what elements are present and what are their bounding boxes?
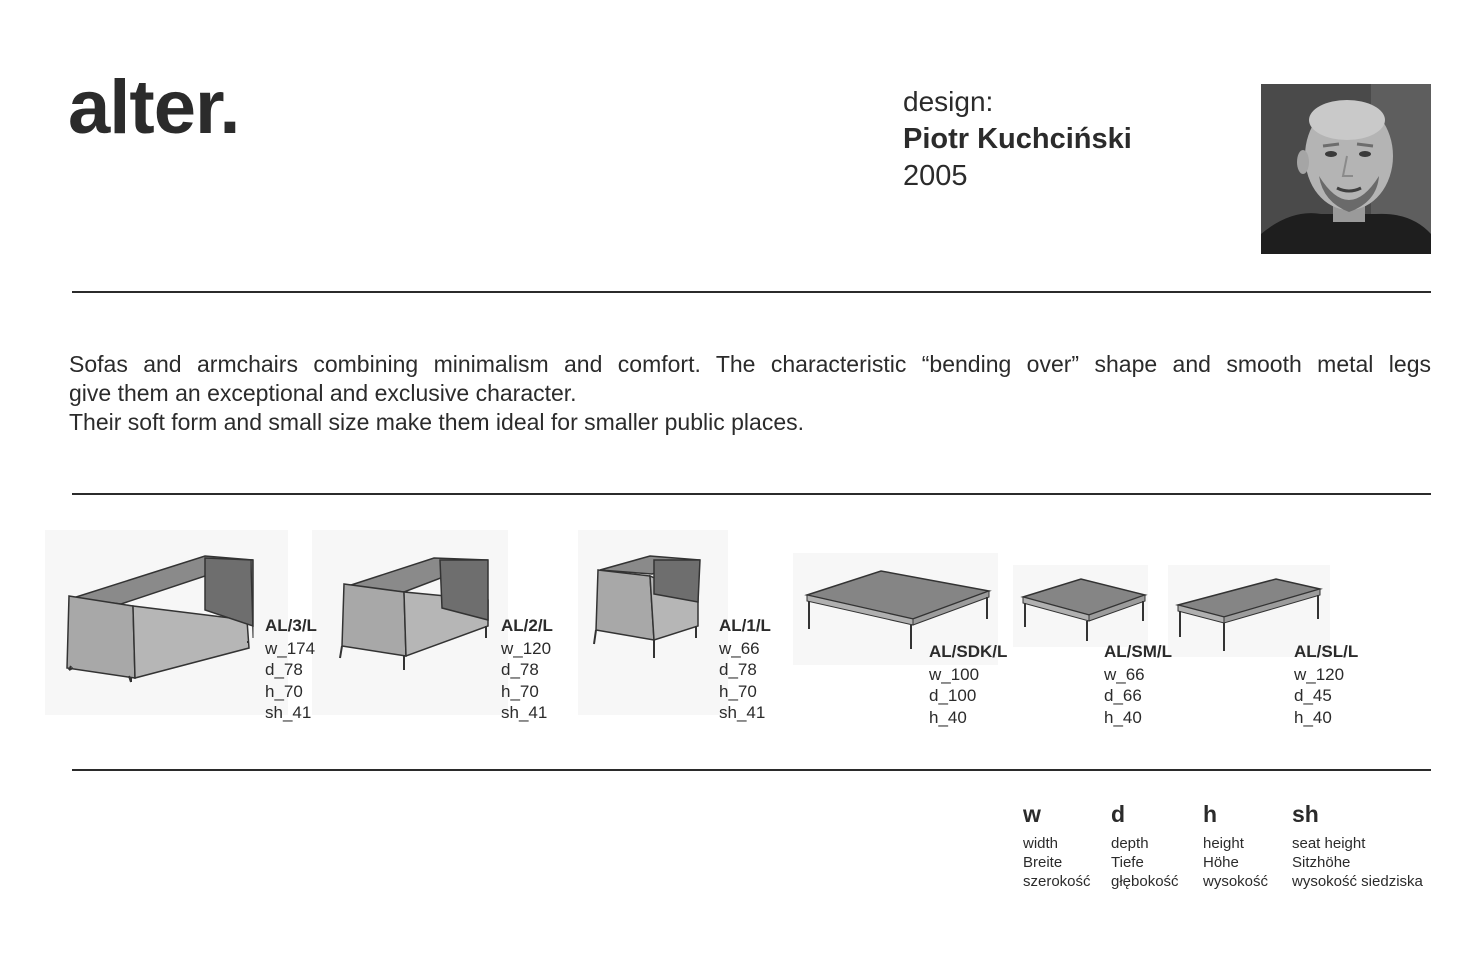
legend-abbr: d [1111, 801, 1126, 827]
legend-abbr: w [1023, 801, 1041, 827]
coffee-table-small-image [1013, 565, 1148, 647]
spec-height: h_40 [929, 707, 967, 727]
product-code: AL/3/L [265, 616, 317, 635]
spec-width: w_120 [501, 638, 552, 658]
legend-pl: wysokość [1203, 873, 1269, 890]
spec-width: w_66 [1104, 664, 1145, 684]
legend-de: Höhe [1203, 854, 1239, 871]
legend-pl: wysokość siedziska [1292, 873, 1423, 890]
legend-pl: głębokość [1111, 873, 1179, 890]
product-code: AL/SL/L [1294, 642, 1359, 661]
product-description [69, 350, 1431, 437]
spec-depth: d_66 [1104, 686, 1142, 705]
spec-al-3-l [265, 615, 317, 724]
legend-en: height [1203, 835, 1244, 852]
spec-depth: d_45 [1294, 686, 1332, 705]
legend-de: Tiefe [1111, 854, 1144, 871]
spec-height: h_40 [1104, 707, 1142, 727]
design-label: design: [903, 86, 994, 117]
spec-height: h_70 [501, 681, 539, 701]
legend-depth [1111, 800, 1179, 891]
description-line-3: Their soft form and small size make them ideal for smaller public places. [69, 409, 805, 435]
sofa-2-seat-image [312, 530, 508, 715]
spec-al-sdk-l [929, 641, 1007, 728]
spec-height: h_70 [265, 681, 303, 701]
brand-logo: alter. [68, 65, 240, 150]
spec-depth: d_78 [719, 660, 757, 679]
divider-middle [72, 493, 1431, 495]
legend-de: Breite [1023, 854, 1063, 871]
sofa-3-seat-image [45, 530, 288, 715]
armchair-image [578, 530, 728, 715]
designer-portrait [1261, 84, 1431, 254]
description-line-2: give them an exceptional and exclusive character. [69, 380, 577, 406]
description-line-1: Sofas and armchairs combining minimalism and comfort. The characteristic “bending over” shape and smooth metal legs [69, 351, 1431, 377]
divider-bottom [72, 769, 1431, 771]
spec-width: w_174 [265, 638, 316, 658]
spec-seat-height: sh_41 [719, 703, 766, 722]
legend-en: seat height [1292, 835, 1366, 852]
spec-depth: d_78 [265, 660, 303, 679]
spec-width: w_66 [719, 638, 760, 658]
spec-width: w_120 [1294, 664, 1345, 684]
legend-abbr: sh [1292, 801, 1319, 827]
designer-info [903, 84, 1132, 194]
spec-al-sl-l [1294, 641, 1358, 728]
divider-top [72, 291, 1431, 293]
legend-height [1203, 800, 1268, 891]
legend-en: width [1023, 835, 1059, 852]
designer-name: Piotr Kuchciński [903, 123, 1132, 155]
product-code: AL/2/L [501, 616, 553, 635]
spec-al-sm-l [1104, 641, 1172, 728]
spec-height: h_40 [1294, 707, 1332, 727]
product-code: AL/SM/L [1104, 642, 1172, 661]
spec-seat-height: sh_41 [501, 703, 548, 722]
legend-de: Sitzhöhe [1292, 854, 1351, 871]
legend-abbr: h [1203, 801, 1218, 827]
legend-width [1023, 800, 1091, 891]
spec-al-2-l [501, 615, 553, 724]
spec-seat-height: sh_41 [265, 703, 312, 722]
legend-en: depth [1111, 835, 1149, 852]
product-code: AL/1/L [719, 616, 771, 635]
product-code: AL/SDK/L [929, 642, 1008, 661]
design-year: 2005 [903, 160, 968, 192]
spec-depth: d_100 [929, 686, 977, 705]
spec-al-1-l [719, 615, 771, 724]
legend-seat-height [1292, 800, 1423, 891]
spec-depth: d_78 [501, 660, 539, 679]
spec-width: w_100 [929, 664, 980, 684]
legend-pl: szerokość [1023, 873, 1091, 890]
spec-height: h_70 [719, 681, 757, 701]
